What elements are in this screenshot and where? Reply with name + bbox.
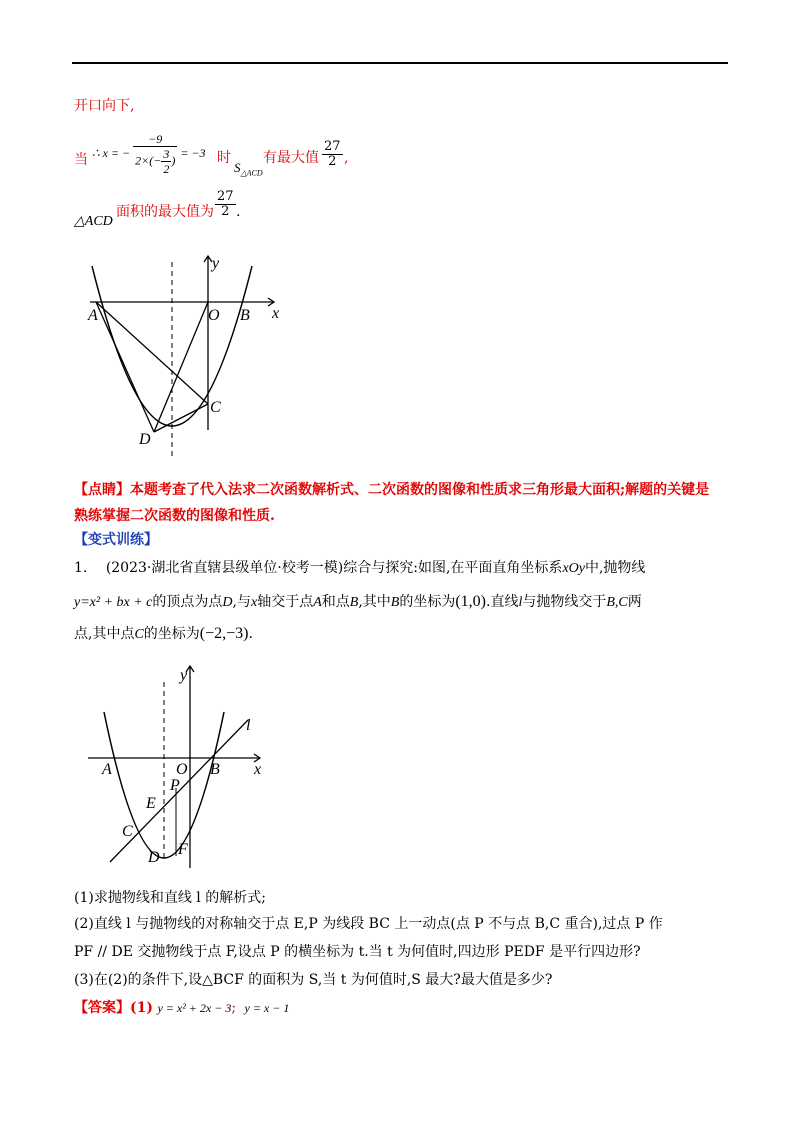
label-y: y: [212, 255, 220, 272]
label-p: P: [170, 777, 180, 794]
figure2-parabola-line: [84, 660, 284, 875]
area-num: 27: [217, 189, 234, 204]
label-d: D: [139, 431, 151, 448]
segment-dc: [154, 404, 208, 432]
period: .: [236, 204, 241, 220]
label-d: D: [148, 849, 160, 866]
practice-title: 【变式训练】: [74, 532, 158, 548]
label-f: F: [178, 841, 188, 858]
label-a: A: [88, 307, 98, 324]
p2-f: .直线: [486, 594, 519, 610]
answer-line: [74, 998, 289, 1018]
inner-num: 3: [163, 147, 170, 161]
max-den: 2: [328, 154, 337, 169]
text-opens-down: 开口向下,: [74, 98, 135, 114]
label-e: E: [146, 795, 156, 812]
answer-tag: 【答案】: [74, 1000, 130, 1016]
area-den: 2: [221, 204, 230, 219]
problem-text1b: 中,抛物线: [584, 560, 646, 576]
xoy-label: xOy: [562, 561, 585, 576]
p2-g: 与抛物线交于: [522, 594, 607, 610]
problem-number: 1.: [74, 560, 88, 576]
word-shi: 时: [217, 150, 231, 166]
comment-line2: 熟练掌握二次函数的图像和性质.: [74, 508, 275, 524]
word-dang: 当: [74, 152, 88, 168]
comment-line1: [74, 480, 709, 500]
p3-c: C: [134, 627, 144, 642]
question-2b: PF // DE 交抛物线于点 F,设点 P 的横坐标为 t.当 t 为何值时,四边形 PEDF 是平行四边形?: [74, 944, 641, 960]
x-fraction-num: −9: [133, 132, 177, 147]
p3-a: 点,其中点: [74, 626, 135, 642]
p3-c2: .: [248, 626, 253, 642]
s-label: S: [234, 160, 241, 175]
question-2a: (2)直线 l 与抛物线的对称轴交于点 E,P 为线段 BC 上一动点(点 P 不与点 B,C 重合),过点 P 作: [74, 916, 663, 932]
x-fraction: [133, 132, 177, 176]
parabola-equation: y=x² + bx + c: [74, 595, 153, 610]
p2-x: x: [250, 595, 258, 610]
max-text: 有最大值: [263, 150, 319, 166]
p2-d2: ,其中: [358, 594, 391, 610]
label-b: B: [240, 307, 250, 324]
s-acd: [234, 158, 263, 184]
p2-e: 的坐标为: [399, 594, 456, 610]
p2-a-pt: A: [313, 595, 322, 610]
problem-line1: [74, 558, 645, 579]
label-x: x: [254, 761, 262, 778]
x-den-a: 2×: [135, 153, 150, 168]
problem-line3: [74, 624, 253, 645]
label-y: y: [180, 667, 188, 684]
triangle-acd: △ACD: [74, 214, 113, 229]
segment-ac: [96, 302, 208, 404]
p2-d: D: [222, 595, 233, 610]
b-coord: (1,0): [455, 593, 486, 610]
answer-sep: ;: [231, 1000, 237, 1016]
p2-and: 和点: [321, 594, 350, 610]
label-o: O: [208, 307, 220, 324]
answer-eq1: y = x² + 2x − 3: [157, 1001, 232, 1015]
inner-frac: [161, 147, 171, 176]
answer-part: (1): [130, 1000, 153, 1016]
label-l: l: [246, 717, 251, 734]
segment-ad: [96, 302, 154, 432]
problem-source: (2023·湖北省直辖县级单位·校考一模): [105, 560, 344, 576]
area-text: 面积的最大值为: [116, 204, 214, 220]
question-3: (3)在(2)的条件下,设△BCF 的面积为 S,当 t 为何值时,S 最大?最大值是多少?: [74, 972, 553, 988]
p2-h: 两: [627, 594, 642, 610]
comma: ,: [344, 150, 349, 166]
p3-b: 的坐标为: [143, 626, 200, 642]
label-a: A: [102, 761, 112, 778]
p2-b: ,与: [232, 594, 251, 610]
question-1: (1)求抛物线和直线 l 的解析式;: [74, 890, 266, 906]
max-fraction: [322, 140, 343, 169]
answer-eq2: y = x − 1: [244, 1001, 290, 1015]
label-c: C: [122, 823, 133, 840]
segment-do: [154, 302, 208, 432]
problem-text1: 综合与探究:如图,在平面直角坐标系: [343, 560, 563, 576]
x-fraction-den: 2×(− $\frac{3}{2}$ ): [135, 147, 176, 176]
area-fraction: [215, 190, 236, 219]
label-x: x: [272, 305, 280, 322]
label-c: C: [210, 399, 221, 416]
problem-line2: y=x² + bx + c的顶点为点D,与x轴交于点A和点B,其中B的坐标为(1,0).直线l与抛物线交于B,C两: [74, 593, 642, 610]
p2-bc: B,C: [606, 595, 628, 610]
x-expression: [92, 132, 206, 176]
p2-l: l: [518, 595, 523, 610]
p2-b-pt: B: [349, 595, 359, 610]
label-b: B: [210, 761, 220, 778]
comment-tag: 【点睛】: [74, 482, 130, 498]
p2-c: 轴交于点: [257, 594, 314, 610]
p2-a: 的顶点为点: [152, 594, 223, 610]
inner-den: 2: [163, 162, 170, 176]
x-result: = −3: [180, 145, 206, 160]
s-sub: △ACD: [240, 168, 263, 178]
max-num: 27: [324, 139, 341, 154]
header-rule: [72, 62, 728, 64]
label-o: O: [176, 761, 188, 778]
comment-text1: 本题考查了代入法求二次函数解析式、二次函数的图像和性质求三角形最大面积;解题的关键是: [130, 482, 710, 498]
c-coord: (−2,−3): [199, 625, 249, 642]
x-expr-prefix: ∴ x = −: [92, 145, 131, 160]
figure1-parabola-triangle: [82, 252, 292, 462]
